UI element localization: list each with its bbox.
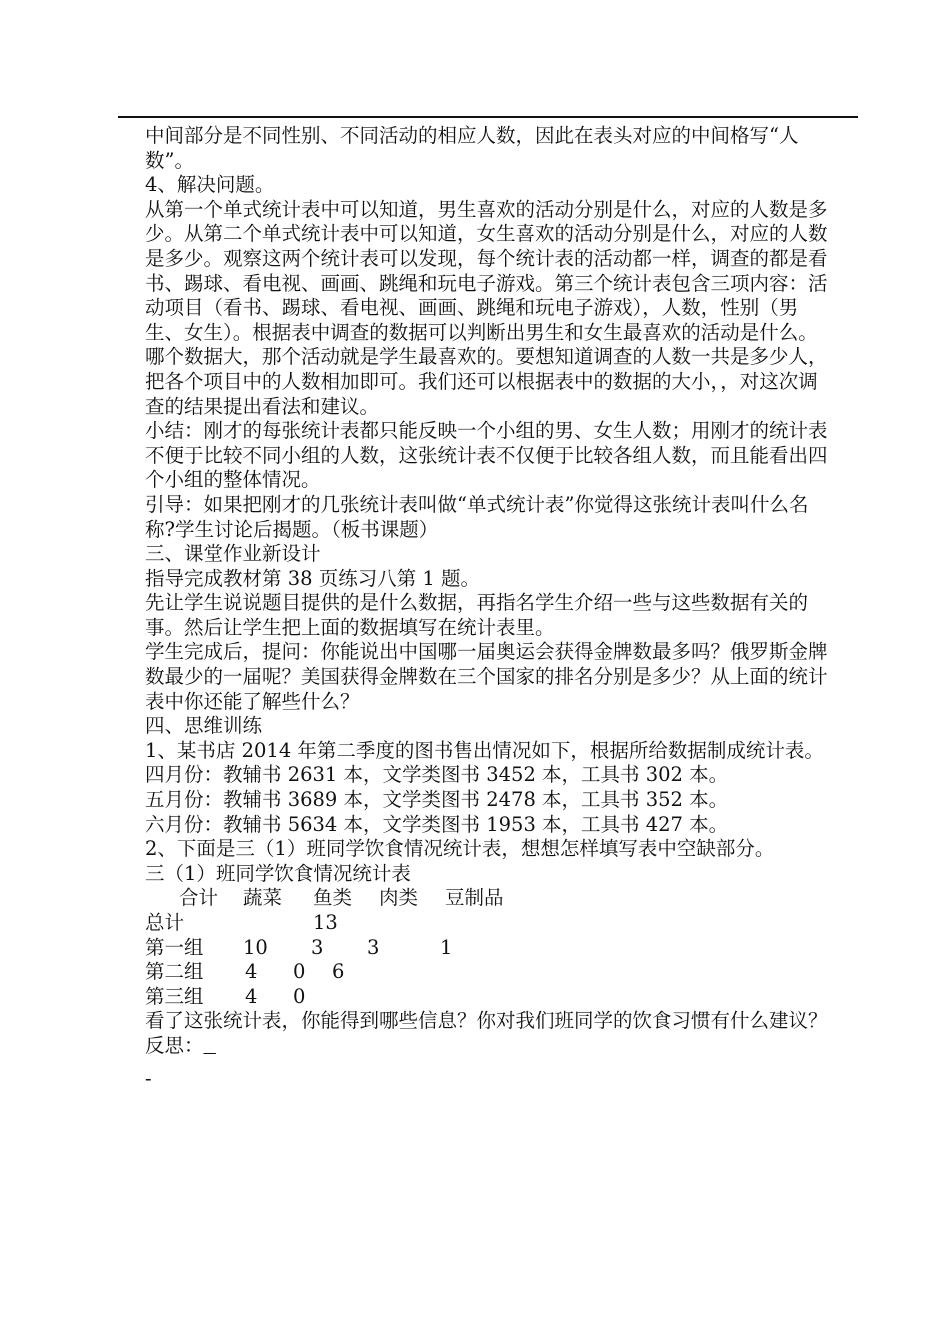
header-rule <box>118 116 858 118</box>
cell: 3 <box>311 935 324 959</box>
table-row <box>145 936 835 961</box>
cell: 0 <box>293 960 306 984</box>
reflection-line: 反思：​ <box>145 1033 216 1057</box>
header-vegetables: 蔬菜 <box>243 886 283 910</box>
table-row <box>145 960 835 985</box>
paragraph: 中间部分是不同性别、不同活动的相应人数，因此在表头对应的中间格写“人数”。 <box>145 124 799 172</box>
cell: 6 <box>332 960 345 984</box>
april-data: 四月份：教辅书 2631 本，文学类图书 3452 本，工具书 302 本。 <box>145 763 729 787</box>
summary-paragraph: 小结：刚才的每张统计表都只能反映一个小组的男、女生人数；用刚才的统计表不便于比较不同小组的人数，这张统计表不仅便于比较各组人数，而且能看出四个小组的整体情况。 <box>145 419 828 492</box>
reflection-label: 反思： <box>145 1033 204 1057</box>
may-data: 五月份：教辅书 3689 本，文学类图书 2478 本，工具书 352 本。 <box>145 788 729 812</box>
table-header-row <box>145 886 835 911</box>
cell: 10 <box>243 935 268 959</box>
header-total: 合计 <box>179 886 219 910</box>
table-row <box>145 911 835 936</box>
trailing-mark: - <box>145 1066 152 1090</box>
guide-paragraph: 引导：如果把刚才的几张统计表叫做“单式统计表”你觉得这张统计表叫什么名称?学生讨论后揭题。（板书课题） <box>145 492 809 541</box>
exercise-2: 2、下面是三（1）班同学饮食情况统计表，想想怎样填写表中空缺部分。 <box>145 837 775 861</box>
table-title: 三（1）班同学饮食情况统计表 <box>145 861 411 885</box>
cell: 4 <box>245 960 258 984</box>
cell: 1 <box>440 935 453 959</box>
closing-paragraph: 看了这张统计表，你能得到哪些信息？你对我们班同学的饮食习惯有什么建议？ <box>145 1009 828 1033</box>
cell: 3 <box>367 935 380 959</box>
document-body <box>145 124 835 1091</box>
row-label: 第一组 <box>145 935 204 959</box>
header-soy: 豆制品 <box>445 886 504 910</box>
table-row <box>145 985 835 1010</box>
row-label: 总计 <box>145 911 185 934</box>
header-fish: 鱼类 <box>313 886 353 910</box>
section-heading-3: 三、课堂作业新设计 <box>145 542 321 566</box>
exercise-1: 1、某书店 2014 年第二季度的图书售出情况如下，根据所给数据制成统计表。 <box>145 738 824 762</box>
header-meat: 肉类 <box>379 886 419 910</box>
paragraph: 从第一个单式统计表中可以知道，男生喜欢的活动分别是什么，对应的人数是多少。从第二个单式统计表中可以知道，女生喜欢的活动分别是什么，对应的人数是多少。观察这两个统计表可以发现，每个统计表的活动都一样，调查的都是看书、踢球、看电视、画画、跳绳和玩电子游戏。第三个统计表包含三项内容：活动项目（看书、踢球、看电视、画画、跳绳和玩电子游戏），人数，性别（男生、女生）。根据表中调查的数据可以判断出男生和女生最喜欢的活动是什么。哪个数据大，那个活动就是学生最喜欢的。要想知道调查的人数一共是多少人，把各个项目中的人数相加即可。我们还可以根据表中的数据的大小，，对这次调查的结果提出看法和建议。 <box>145 197 828 418</box>
cell: 13 <box>313 911 338 934</box>
paragraph: 学生完成后，提问：你能说出中国哪一届奥运会获得金牌数最多吗？俄罗斯金牌数最少的一届呢？美国获得金牌数在三个国家的排名分别是多少？从上面的统计表中你还能了解些什么？ <box>145 640 828 713</box>
paragraph: 先让学生说说题目提供的是什么数据，再指名学生介绍一些与这些数据有关的事。然后让学生把上面的数据填写在统计表里。 <box>145 591 809 639</box>
row-label: 第三组 <box>145 984 204 1008</box>
cell: 0 <box>293 984 306 1008</box>
heading-4: 4、解决问题。 <box>145 173 275 197</box>
cell: 4 <box>245 984 258 1008</box>
section-heading-4: 四、思维训练 <box>145 714 263 738</box>
paragraph: 指导完成教材第 38 页练习八第 1 题。 <box>145 566 481 590</box>
june-data: 六月份：教辅书 5634 本，文学类图书 1953 本，工具书 427 本。 <box>145 812 729 836</box>
row-label: 第二组 <box>145 960 204 984</box>
